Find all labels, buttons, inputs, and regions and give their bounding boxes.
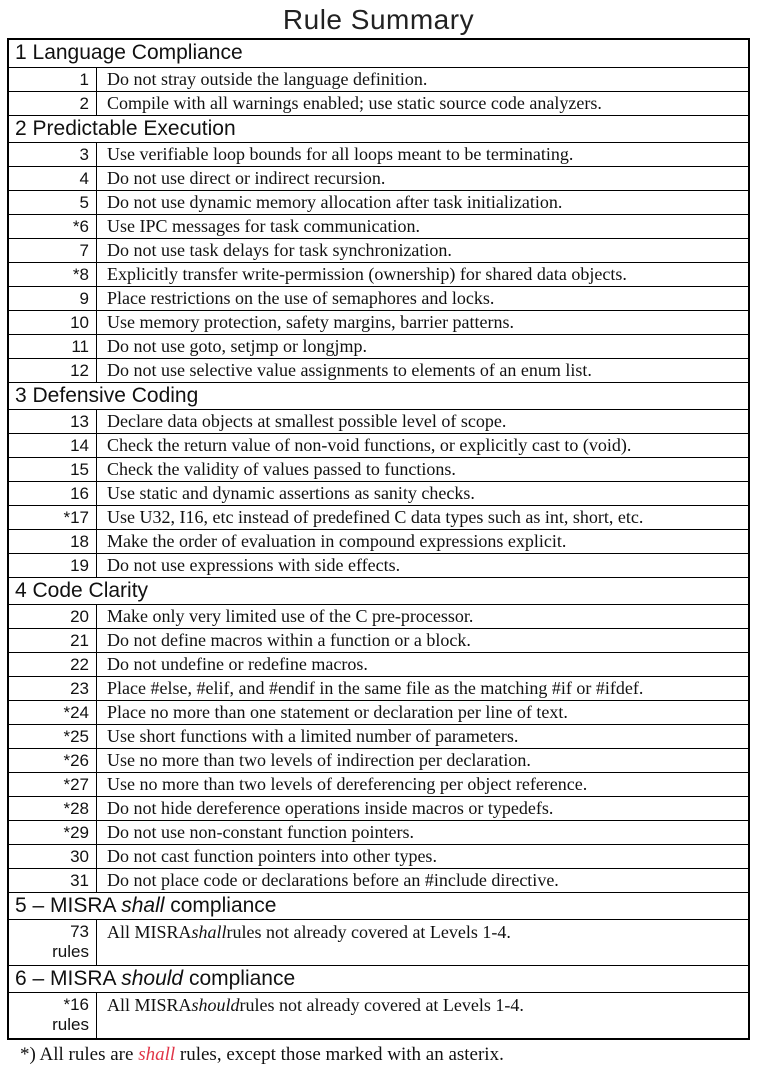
rule-row bbox=[9, 604, 748, 628]
rule-number-cell bbox=[9, 191, 97, 214]
rule-text-cell bbox=[97, 554, 748, 577]
section-heading-text-post: compliance bbox=[164, 894, 277, 917]
rule-number-cell bbox=[9, 677, 97, 700]
rule-text-cell bbox=[97, 359, 748, 382]
rule-text-cell bbox=[97, 993, 748, 1038]
rule-number: 19 bbox=[70, 555, 89, 575]
rule-number: 13 bbox=[70, 411, 89, 431]
rule-number: 2 bbox=[79, 93, 89, 113]
rule-row bbox=[9, 748, 748, 772]
rule-number: 1 bbox=[79, 69, 89, 89]
section-heading-text: 4 Code Clarity bbox=[15, 579, 149, 602]
section-heading-emphasis: shall bbox=[121, 894, 165, 917]
section-header bbox=[9, 892, 748, 919]
rule-row bbox=[9, 724, 748, 748]
rule-description-text: Do not use non-constant function pointers. bbox=[107, 822, 414, 842]
rule-description-text-post: rules not already covered at Levels 1-4. bbox=[226, 922, 511, 942]
rule-text-cell bbox=[97, 629, 748, 652]
rule-number-cell bbox=[9, 629, 97, 652]
rule-number-cell bbox=[9, 434, 97, 457]
rule-description-text: Use short functions with a limited number of parameters. bbox=[107, 726, 519, 746]
footnote-shall-emphasis: shall bbox=[138, 1044, 176, 1065]
rule-row bbox=[9, 334, 748, 358]
rule-text-cell bbox=[97, 167, 748, 190]
rule-row bbox=[9, 67, 748, 91]
rule-number-cell bbox=[9, 482, 97, 505]
rule-row bbox=[9, 844, 748, 868]
rule-number-cell bbox=[9, 797, 97, 820]
rule-row bbox=[9, 262, 748, 286]
section-heading-text: 3 Defensive Coding bbox=[15, 384, 199, 407]
rule-text-cell bbox=[97, 143, 748, 166]
rule-number-unit: rules bbox=[52, 942, 89, 961]
rule-description-text-post: rules not already covered at Levels 1-4. bbox=[239, 995, 524, 1015]
footnote-text-post: rules, except those marked with an asterix. bbox=[175, 1044, 504, 1065]
rule-number-cell bbox=[9, 821, 97, 844]
rule-number-cell bbox=[9, 701, 97, 724]
rule-description-text: Use verifiable loop bounds for all loops meant to be terminating. bbox=[107, 144, 574, 164]
rule-number-cell bbox=[9, 869, 97, 892]
rule-number-cell bbox=[9, 458, 97, 481]
rule-text-cell bbox=[97, 215, 748, 238]
rule-text-cell bbox=[97, 335, 748, 358]
rule-number-cell bbox=[9, 239, 97, 262]
rule-number: 3 bbox=[79, 144, 89, 164]
rule-row bbox=[9, 286, 748, 310]
rule-description-text: Do not use task delays for task synchronization. bbox=[107, 240, 452, 260]
rule-number-cell bbox=[9, 263, 97, 286]
rule-description-text-pre: All MISRA bbox=[107, 995, 192, 1015]
rule-description-text: Use no more than two levels of indirection per declaration. bbox=[107, 750, 531, 770]
rule-description-text: Do not use dynamic memory allocation after task initialization. bbox=[107, 192, 563, 212]
rule-description-text: Do not use direct or indirect recursion. bbox=[107, 168, 386, 188]
rule-description-text: Use U32, I16, etc instead of predefined C data types such as int, short, etc. bbox=[107, 507, 644, 527]
rule-number-cell bbox=[9, 215, 97, 238]
rule-text-cell bbox=[97, 920, 748, 965]
rule-text-cell bbox=[97, 869, 748, 892]
rule-number: 30 bbox=[70, 846, 89, 866]
rule-text-cell bbox=[97, 749, 748, 772]
rule-number-cell bbox=[9, 359, 97, 382]
rule-text-cell bbox=[97, 605, 748, 628]
rules-table bbox=[7, 38, 750, 1040]
rule-text-cell bbox=[97, 482, 748, 505]
rule-description-text: Compile with all warnings enabled; use static source code analyzers. bbox=[107, 93, 602, 113]
rule-number-cell bbox=[9, 653, 97, 676]
rule-description-text: Do not use goto, setjmp or longjmp. bbox=[107, 336, 367, 356]
rule-number: 9 bbox=[79, 288, 89, 308]
rule-description-text: Use static and dynamic assertions as sanity checks. bbox=[107, 483, 475, 503]
rule-description-text: Declare data objects at smallest possible level of scope. bbox=[107, 411, 507, 431]
rule-number: *17 bbox=[63, 507, 89, 527]
rule-description-text: Place no more than one statement or declaration per line of text. bbox=[107, 702, 568, 722]
rule-text-cell bbox=[97, 434, 748, 457]
rule-number-cell bbox=[9, 993, 97, 1038]
section-heading-text-pre: 5 – MISRA bbox=[15, 894, 122, 917]
rule-number-cell bbox=[9, 68, 97, 91]
rule-number-cell bbox=[9, 410, 97, 433]
section-header bbox=[9, 382, 748, 409]
rule-text-cell bbox=[97, 773, 748, 796]
rule-number: 20 bbox=[70, 606, 89, 626]
rule-number-cell bbox=[9, 845, 97, 868]
rule-number: 73 bbox=[70, 922, 89, 941]
rule-description-text-pre: All MISRA bbox=[107, 922, 192, 942]
rule-number-cell bbox=[9, 167, 97, 190]
rule-number-cell bbox=[9, 920, 97, 965]
rule-row bbox=[9, 820, 748, 844]
rule-text-cell bbox=[97, 725, 748, 748]
rule-number: 18 bbox=[70, 531, 89, 551]
rule-text-cell bbox=[97, 653, 748, 676]
section-heading-text: 2 Predictable Execution bbox=[15, 117, 236, 140]
rule-row bbox=[9, 505, 748, 529]
rule-row bbox=[9, 214, 748, 238]
rule-number: 21 bbox=[70, 630, 89, 650]
rule-text-cell bbox=[97, 506, 748, 529]
rule-row bbox=[9, 529, 748, 553]
rule-number: 11 bbox=[71, 336, 89, 356]
rule-number-cell bbox=[9, 143, 97, 166]
rule-description-text: Use IPC messages for task communication. bbox=[107, 216, 420, 236]
section-heading-text: 1 Language Compliance bbox=[15, 41, 243, 64]
rule-number: 4 bbox=[79, 168, 89, 188]
rule-number-cell bbox=[9, 749, 97, 772]
rule-description-text: Do not use expressions with side effects. bbox=[107, 555, 401, 575]
rule-row bbox=[9, 238, 748, 262]
rule-description-text: Make only very limited use of the C pre-processor. bbox=[107, 606, 474, 626]
rule-text-cell bbox=[97, 263, 748, 286]
rule-number: *16 bbox=[63, 995, 89, 1014]
section-header bbox=[9, 40, 748, 67]
rule-number: 16 bbox=[70, 483, 89, 503]
rule-number-cell bbox=[9, 92, 97, 115]
rule-row bbox=[9, 700, 748, 724]
rule-description-text: Place restrictions on the use of semaphores and locks. bbox=[107, 288, 495, 308]
rule-text-cell bbox=[97, 821, 748, 844]
section-header bbox=[9, 115, 748, 142]
rule-text-cell bbox=[97, 239, 748, 262]
rule-number: *27 bbox=[63, 774, 89, 794]
rule-row bbox=[9, 992, 748, 1038]
rule-description-text: Do not cast function pointers into other types. bbox=[107, 846, 437, 866]
rule-number: 10 bbox=[70, 312, 89, 332]
rule-row bbox=[9, 457, 748, 481]
rule-row bbox=[9, 652, 748, 676]
rule-description-text: Explicitly transfer write-permission (ownership) for shared data objects. bbox=[107, 264, 627, 284]
rule-number: *25 bbox=[63, 726, 89, 746]
rule-row bbox=[9, 310, 748, 334]
rule-text-cell bbox=[97, 701, 748, 724]
rule-row bbox=[9, 919, 748, 965]
rule-number: 22 bbox=[70, 654, 89, 674]
rule-row bbox=[9, 166, 748, 190]
footnote-text-pre: *) All rules are bbox=[20, 1044, 139, 1065]
rule-row bbox=[9, 628, 748, 652]
rule-description-text: Place #else, #elif, and #endif in the same file as the matching #if or #ifdef. bbox=[107, 678, 644, 698]
rule-number: 31 bbox=[70, 870, 89, 890]
rule-text-cell bbox=[97, 287, 748, 310]
section-heading-text-post: compliance bbox=[183, 967, 296, 990]
rule-description-emphasis: shall bbox=[191, 922, 227, 942]
rule-description-text: Use no more than two levels of dereferencing per object reference. bbox=[107, 774, 588, 794]
rule-number: *26 bbox=[63, 750, 89, 770]
rule-description-text: Do not undefine or redefine macros. bbox=[107, 654, 368, 674]
rule-text-cell bbox=[97, 677, 748, 700]
rule-number-cell bbox=[9, 287, 97, 310]
rule-description-text: Do not use selective value assignments to elements of an enum list. bbox=[107, 360, 592, 380]
rule-number-unit: rules bbox=[52, 1015, 89, 1034]
rule-text-cell bbox=[97, 191, 748, 214]
rule-number: 7 bbox=[79, 240, 89, 260]
rule-row bbox=[9, 433, 748, 457]
rule-text-cell bbox=[97, 530, 748, 553]
rule-row bbox=[9, 676, 748, 700]
rule-number: *28 bbox=[63, 798, 89, 818]
rule-number: 12 bbox=[70, 360, 89, 380]
rule-description-text: Check the return value of non-void functions, or explicitly cast to (void). bbox=[107, 435, 632, 455]
footnote bbox=[20, 1044, 757, 1066]
rule-number: 15 bbox=[70, 459, 89, 479]
rule-number-cell bbox=[9, 605, 97, 628]
rule-number: *24 bbox=[63, 702, 89, 722]
rule-text-cell bbox=[97, 311, 748, 334]
section-heading-emphasis: should bbox=[121, 967, 184, 990]
rule-text-cell bbox=[97, 845, 748, 868]
rule-number-cell bbox=[9, 335, 97, 358]
rule-description-text: Make the order of evaluation in compound expressions explicit. bbox=[107, 531, 567, 551]
section-heading-text-pre: 6 – MISRA bbox=[15, 967, 122, 990]
rule-number: *8 bbox=[72, 264, 89, 284]
section-header bbox=[9, 577, 748, 604]
rule-row bbox=[9, 91, 748, 115]
rule-number: 23 bbox=[70, 678, 89, 698]
rule-row bbox=[9, 868, 748, 892]
rule-text-cell bbox=[97, 92, 748, 115]
rule-row bbox=[9, 142, 748, 166]
rule-number-cell bbox=[9, 530, 97, 553]
rule-row bbox=[9, 772, 748, 796]
rule-description-text: Check the validity of values passed to functions. bbox=[107, 459, 456, 479]
rule-row bbox=[9, 796, 748, 820]
rule-description-text: Do not place code or declarations before an #include directive. bbox=[107, 870, 559, 890]
rule-description-text: Do not hide dereference operations inside macros or typedefs. bbox=[107, 798, 554, 818]
rule-number-cell bbox=[9, 311, 97, 334]
rule-number: 5 bbox=[79, 192, 89, 212]
rule-text-cell bbox=[97, 458, 748, 481]
rule-number-cell bbox=[9, 725, 97, 748]
rule-number: 14 bbox=[70, 435, 89, 455]
rule-description-emphasis: should bbox=[191, 995, 240, 1015]
rule-row bbox=[9, 409, 748, 433]
page-title: Rule Summary bbox=[282, 4, 475, 35]
rule-text-cell bbox=[97, 68, 748, 91]
rule-description-text: Use memory protection, safety margins, barrier patterns. bbox=[107, 312, 515, 332]
rule-row bbox=[9, 358, 748, 382]
rule-description-text: Do not define macros within a function or a block. bbox=[107, 630, 471, 650]
rule-text-cell bbox=[97, 797, 748, 820]
rule-row bbox=[9, 190, 748, 214]
rule-number: *6 bbox=[72, 216, 89, 236]
rule-number: *29 bbox=[63, 822, 89, 842]
rule-row bbox=[9, 481, 748, 505]
rule-text-cell bbox=[97, 410, 748, 433]
rule-number-cell bbox=[9, 506, 97, 529]
rule-row bbox=[9, 553, 748, 577]
rule-number-cell bbox=[9, 554, 97, 577]
section-header bbox=[9, 965, 748, 992]
rule-number-cell bbox=[9, 773, 97, 796]
rule-description-text: Do not stray outside the language definition. bbox=[107, 69, 428, 89]
